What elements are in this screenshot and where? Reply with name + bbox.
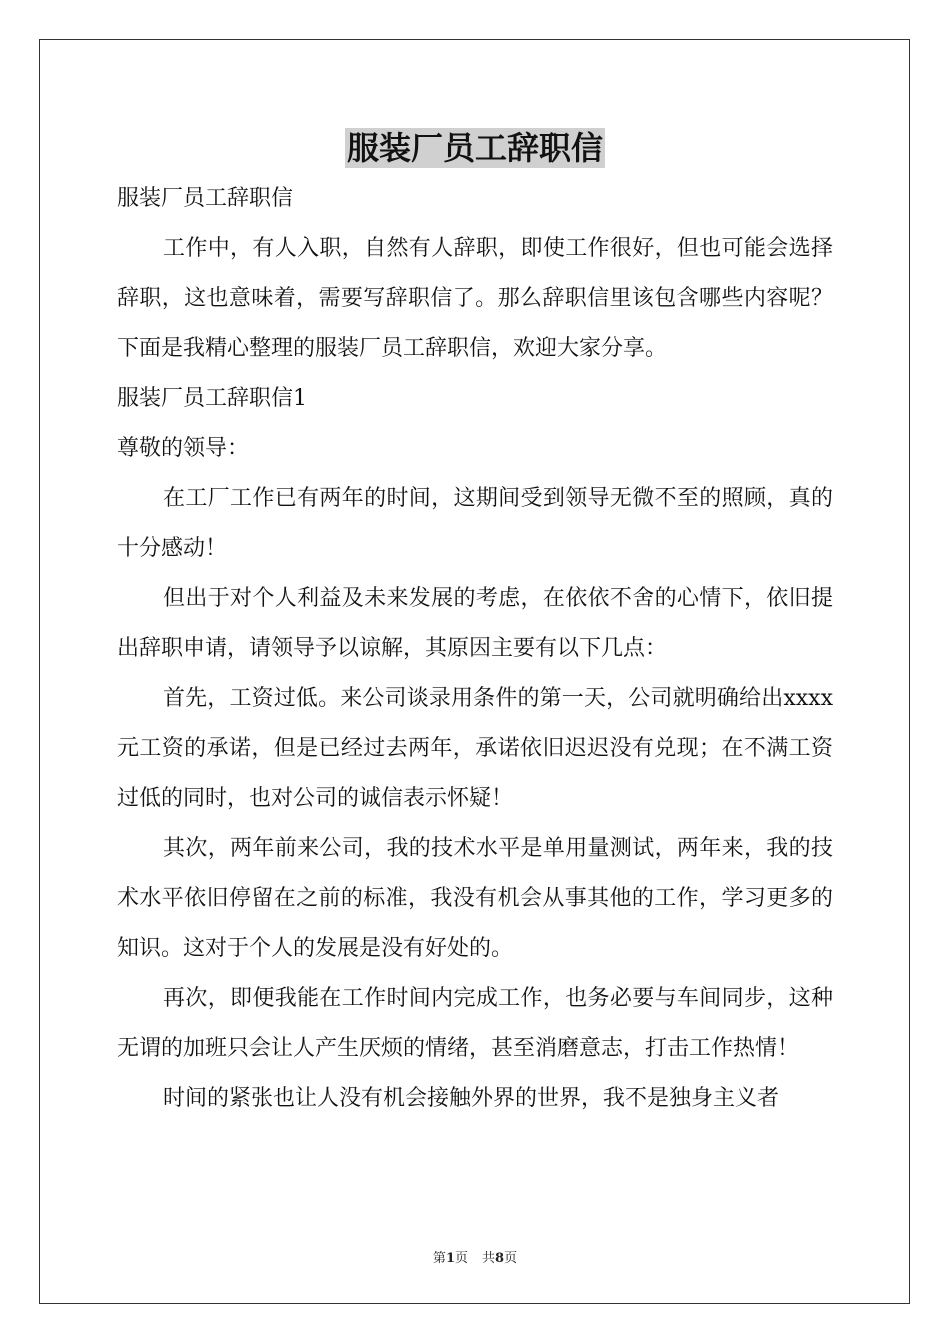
paragraph: 尊敬的领导： (117, 436, 250, 461)
paragraph: 服装厂员工辞职信1 (117, 386, 307, 411)
page-footer (0, 1247, 950, 1266)
footer-page-prefix: 第 (432, 1251, 446, 1266)
paragraph: 首先，工资过低。来公司谈录用条件的第一天，公司就明确给出xxxx元工资的承诺，但是已经过去两年，承诺依旧迟迟没有兑现；在不满工资过低的同时，也对公司的诚信表示怀疑！ (117, 686, 833, 811)
footer-total-prefix: 共 (482, 1251, 496, 1266)
paragraph: 服装厂员工辞职信 (117, 186, 294, 211)
footer-total-pages: 8 (495, 1251, 505, 1266)
paragraph: 但出于对个人利益及未来发展的考虑，在依依不舍的心情下，依旧提出辞职申请，请领导予以谅解，其原因主要有以下几点： (117, 586, 833, 661)
document-body (117, 174, 833, 1124)
paragraph: 在工厂工作已有两年的时间，这期间受到领导无微不至的照顾，真的十分感动！ (117, 486, 833, 561)
paragraph: 工作中，有人入职，自然有人辞职，即使工作很好，但也可能会选择辞职，这也意味着，需要写辞职信了。那么辞职信里该包含哪些内容呢？下面是我精心整理的服装厂员工辞职信，欢迎大家分享。 (117, 236, 833, 361)
title-container (0, 128, 950, 168)
footer-page-number: 1 (445, 1251, 455, 1266)
paragraph: 其次，两年前来公司，我的技术水平是单用量测试，两年来，我的技术水平依旧停留在之前的标准，我没有机会从事其他的工作，学习更多的知识。这对于个人的发展是没有好处的。 (117, 836, 833, 961)
paragraph: 时间的紧张也让人没有机会接触外界的世界，我不是独身主义者 (163, 1086, 780, 1111)
footer-page-suffix: 页 (454, 1251, 468, 1266)
footer-total-suffix: 页 (504, 1251, 518, 1266)
paragraph: 再次，即便我能在工作时间内完成工作，也务必要与车间同步，这种无谓的加班只会让人产生厌烦的情绪，甚至消磨意志，打击工作热情！ (117, 986, 833, 1061)
document-title: 服装厂员工辞职信 (346, 129, 603, 167)
